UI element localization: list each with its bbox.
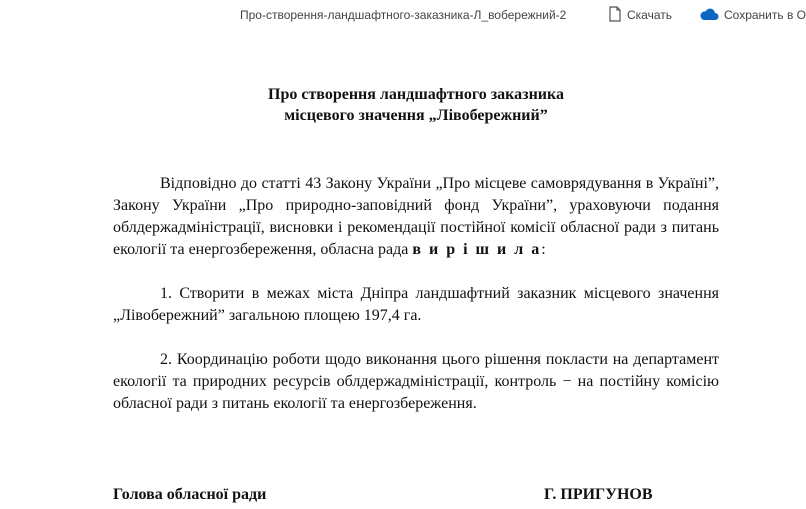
viewer-toolbar [0,0,806,30]
paragraph-preamble [113,173,719,261]
document-icon [608,6,622,25]
document-page [113,84,719,415]
save-label: Сохранить в O [724,8,806,22]
preamble-end: : [541,241,546,258]
signature-block [113,486,673,504]
document-title [113,84,719,126]
download-button[interactable] [608,6,672,24]
save-to-onedrive-button[interactable] [699,6,806,24]
cloud-icon [699,7,719,24]
download-label: Скачать [627,8,672,22]
file-name: Про-створення-ландшафтного-заказника-Л_вобережний-2 [240,8,567,22]
paragraph-item-1: 1. Створити в межах міста Дніпра ландшафтний заказник місцевого значення „Лівобережний” загальною площею 197,4 га. [113,285,719,324]
preamble-text: Відповідно до статті 43 Закону України „Про місцеве самоврядування в Україні”, Закону України „Про природно-заповідний фонд України”, ураховуючи подання облдержадміністрації, висновки і рекомендації постійної комісії обласної ради з питань екології та енергозбереження, обласна рада [113,175,719,258]
title-line-1: Про створення ландшафтного заказника [268,86,564,103]
decision-word: в и р і ш и л а [412,241,542,258]
signature-position: Голова обласної ради [113,486,267,503]
signature-name: Г. ПРИГУНОВ [544,486,653,503]
title-line-2: місцевого значення „Лівобережний” [284,107,548,124]
paragraph-item-2: 2. Координацію роботи щодо виконання цього рішення покласти на департамент екології та природних ресурсів облдержадміністрації, контроль − на постійну комісію обласної ради з питань екології та енергозбереження. [113,351,719,412]
